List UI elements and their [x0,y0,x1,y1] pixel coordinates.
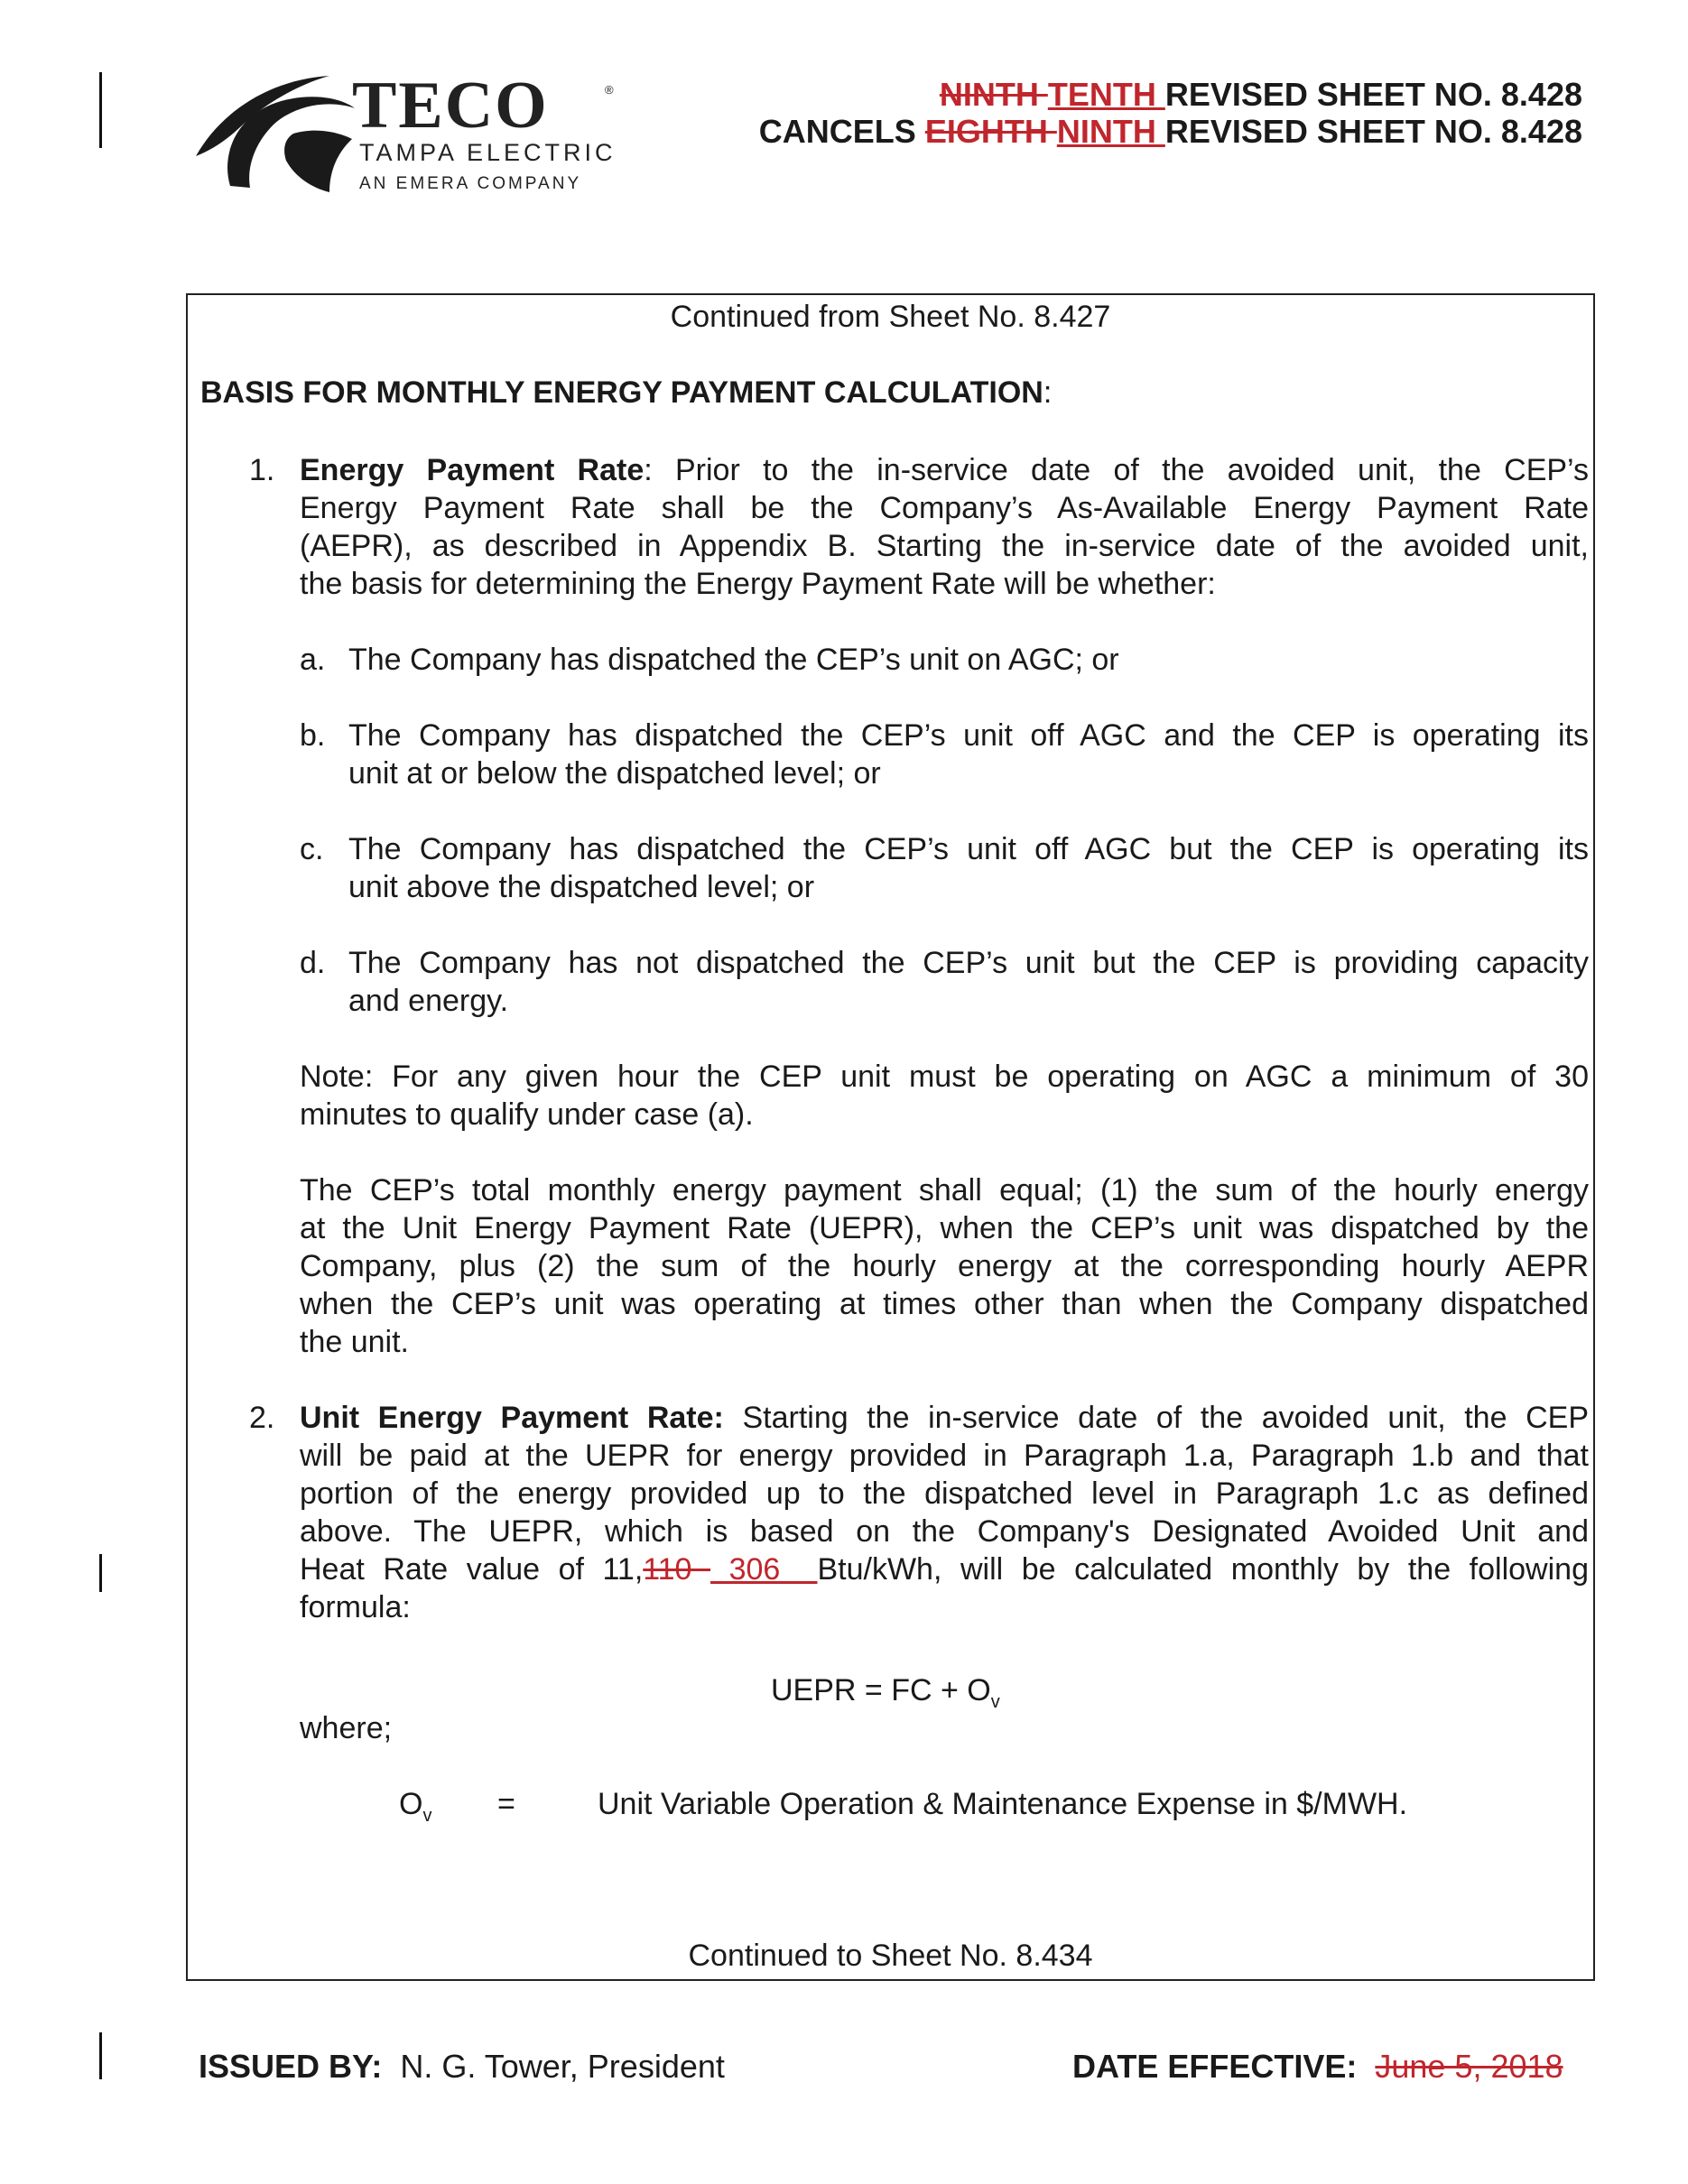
definition-symbol: $O_v$ [399,1787,432,1826]
teco-swoosh-icon [194,70,357,197]
item1-line: Energy Payment Rate shall be the Company’s As-Available Energy Payment Rate [300,491,1589,525]
total-line: The CEP’s total monthly energy payment shall equal; (1) the sum of the hourly energy [300,1173,1589,1208]
sub-item-label: a. [300,643,326,677]
cancels-line [758,113,1582,150]
revision-bar [99,2032,102,2079]
item2-line: formula: [300,1590,411,1624]
definition-text: Unit Variable Operation & Maintenance Expense in $/MWH. [598,1787,1408,1821]
logo-brand: TECO [352,69,549,143]
deleted-date: June 5, 2018 [1375,2048,1563,2085]
sub-item-a: The Company has dispatched the CEP’s unit on AGC; or [348,643,1119,677]
sub-item-c: The Company has dispatched the CEP’s unit off AGC but the CEP is operating its [348,832,1589,866]
logo-subtitle: TAMPA ELECTRIC [359,139,617,166]
item2-line: above. The UEPR, which is based on the Company's Designated Avoided Unit and [300,1514,1589,1549]
item-number: 2. [249,1401,275,1435]
logo-tagline: AN EMERA COMPANY [359,174,582,193]
deleted-text: 110 [643,1552,711,1587]
logo-reg-mark: ® [605,83,614,97]
item2-line: Unit Energy Payment Rate: Starting the in-service date of the avoided unit, the CEP [300,1401,1589,1435]
inserted-text: 306 [710,1552,818,1587]
section-title: BASIS FOR MONTHLY ENERGY PAYMENT CALCULATION: [200,375,1053,410]
issued-by: ISSUED BY: N. G. Tower, President [199,2048,725,2085]
sub-item-d: The Company has not dispatched the CEP’s unit but the CEP is providing capacity [348,946,1589,980]
cancels-prefix: CANCELS [758,113,925,150]
revision-bar [99,1554,102,1592]
item2-line: will be paid at the UEPR for energy provided in Paragraph 1.a, Paragraph 1.b and that [300,1439,1589,1473]
heat-rate-line: Heat Rate value of 11,110 306 Btu/kWh, will be calculated monthly by the following [300,1552,1589,1587]
deleted-text: EIGHTH [924,113,1057,150]
sub-item-label: d. [300,946,326,980]
where-label: where; [300,1711,393,1745]
total-line: the unit. [300,1325,409,1359]
continued-from: Continued from Sheet No. 8.427 [670,300,1111,334]
sub-item-c: unit above the dispatched level; or [348,870,815,904]
sub-item-d: and energy. [348,984,509,1018]
total-line: at the Unit Energy Payment Rate (UEPR), when the CEP’s unit was dispatched by the [300,1211,1589,1245]
deleted-text: NINTH [939,76,1048,113]
cancels-text: REVISED SHEET NO. 8.428 [1164,113,1582,150]
continued-to: Continued to Sheet No. 8.434 [688,1939,1093,1973]
teco-logo [194,70,663,206]
item2-title: Unit Energy Payment Rate: [300,1401,724,1435]
sub-item-b: unit at or below the dispatched level; or [348,756,881,791]
note-line: minutes to qualify under case (a). [300,1097,754,1132]
item1-line: (AEPR), as described in Appendix B. Starting the in-service date of the avoided unit, [300,529,1589,563]
note-line: Note: For any given hour the CEP unit must be operating on AGC a minimum of 30 [300,1060,1589,1094]
item2-line: portion of the energy provided up to the dispatched level in Paragraph 1.c as defined [300,1476,1589,1511]
total-line: Company, plus (2) the sum of the hourly energy at the corresponding hourly AEPR [300,1249,1589,1283]
sub-item-label: b. [300,718,326,753]
sub-item-label: c. [300,832,324,866]
item1-line: the basis for determining the Energy Payment Rate will be whether: [300,567,1216,601]
inserted-text: TENTH [1047,76,1165,113]
sheet-number-line [939,76,1582,113]
definition-equals: = [497,1787,515,1821]
inserted-text: NINTH [1056,113,1165,150]
total-line: when the CEP’s unit was operating at times other than when the Company dispatched [300,1287,1589,1321]
revision-bar [99,72,102,148]
item1-line: Energy Payment Rate: Prior to the in-service date of the avoided unit, the CEP’s [300,453,1589,487]
sub-item-b: The Company has dispatched the CEP’s unit off AGC and the CEP is operating its [348,718,1589,753]
item1-title: Energy Payment Rate [300,453,645,487]
date-effective: DATE EFFECTIVE: June 5, 2018 [1072,2048,1563,2085]
item-number: 1. [249,453,275,487]
sheet-number-text: REVISED SHEET NO. 8.428 [1164,76,1582,113]
uepr-formula: UEPR = FC + $O_v$ [771,1673,1000,1712]
